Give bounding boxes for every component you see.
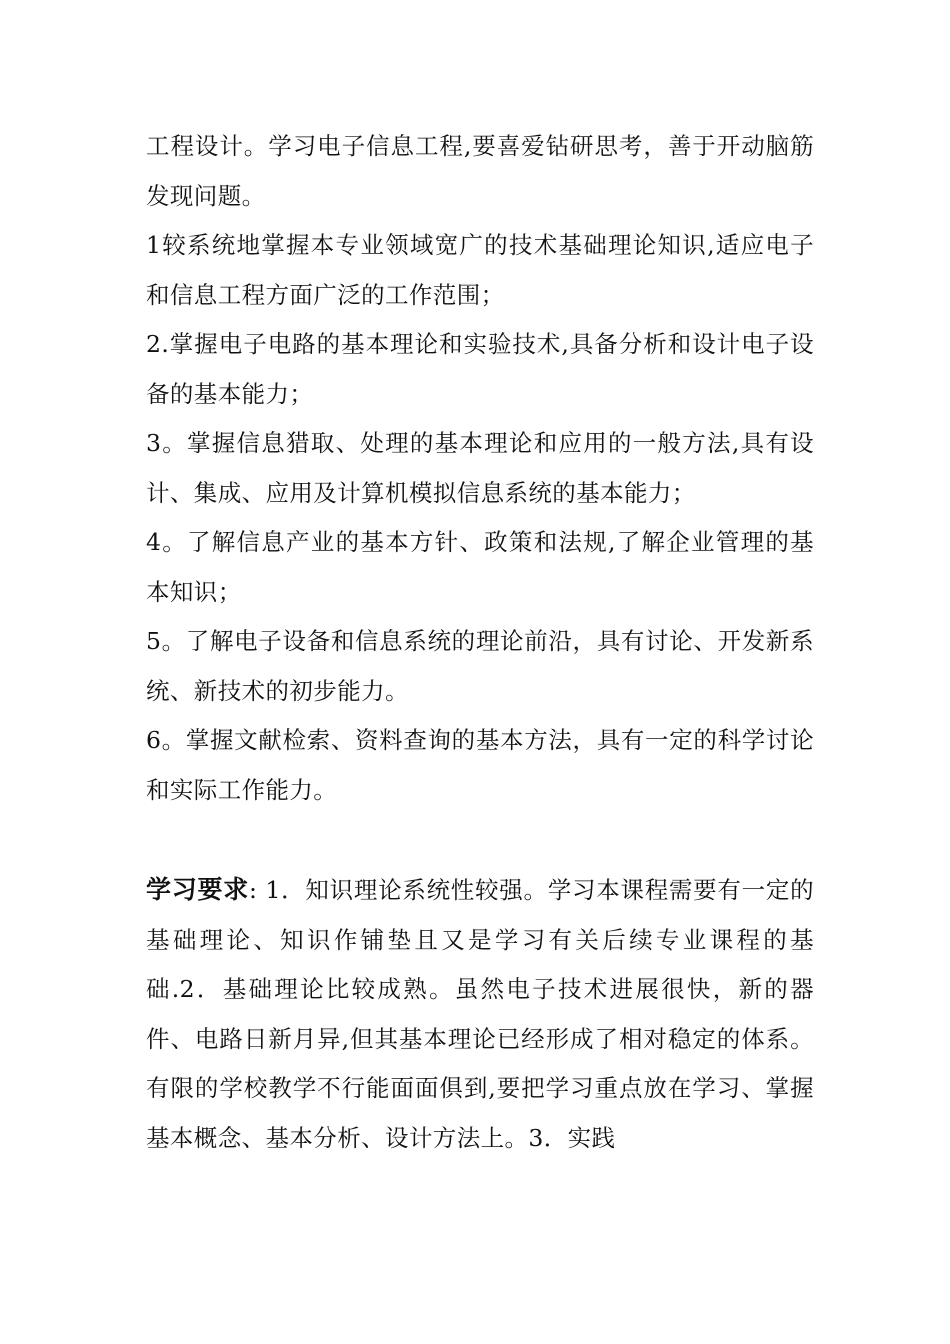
requirements-text: : 1．知识理论系统性较强。学习本课程需要有一定的基础理论、知识作铺垫且又是学习有关后续专业课程的基础.2．基础理论比较成熟。虽然电子技术进展很快，新的器件、电路日新月异,但其基本理论已经形成了相对稳定的体系。有限的学校教学不行能面面俱到,要把学习重点放在学习、掌握基本概念、基本分析、设计方法上。3．实践 — [146, 876, 814, 1152]
paragraph-spacer — [146, 815, 814, 865]
paragraph-item-2: 2.掌握电子电路的基本理论和实验技术,具备分析和设计电子设备的基本能力； — [146, 330, 814, 408]
document-body — [146, 122, 814, 1163]
paragraph-requirements — [146, 865, 814, 1163]
paragraph-item-1: 1较系统地掌握本专业领域宽广的技术基础理论知识,适应电子和信息工程方面广泛的工作范围； — [146, 231, 814, 309]
paragraph-item-5: 5。了解电子设备和信息系统的理论前沿，具有讨论、开发新系统、新技术的初步能力。 — [146, 627, 814, 705]
paragraph-item-6: 6。掌握文献检索、资料查询的基本方法，具有一定的科学讨论和实际工作能力。 — [146, 726, 814, 804]
paragraph-item-3: 3。掌握信息猎取、处理的基本理论和应用的一般方法,具有设计、集成、应用及计算机模拟信息系统的基本能力； — [146, 429, 814, 507]
paragraph-intro: 工程设计。学习电子信息工程,要喜爱钻研思考，善于开动脑筋发现问题。 — [146, 132, 814, 210]
requirements-heading: 学习要求 — [146, 875, 249, 904]
paragraph-item-4: 4。了解信息产业的基本方针、政策和法规,了解企业管理的基本知识； — [146, 528, 814, 606]
